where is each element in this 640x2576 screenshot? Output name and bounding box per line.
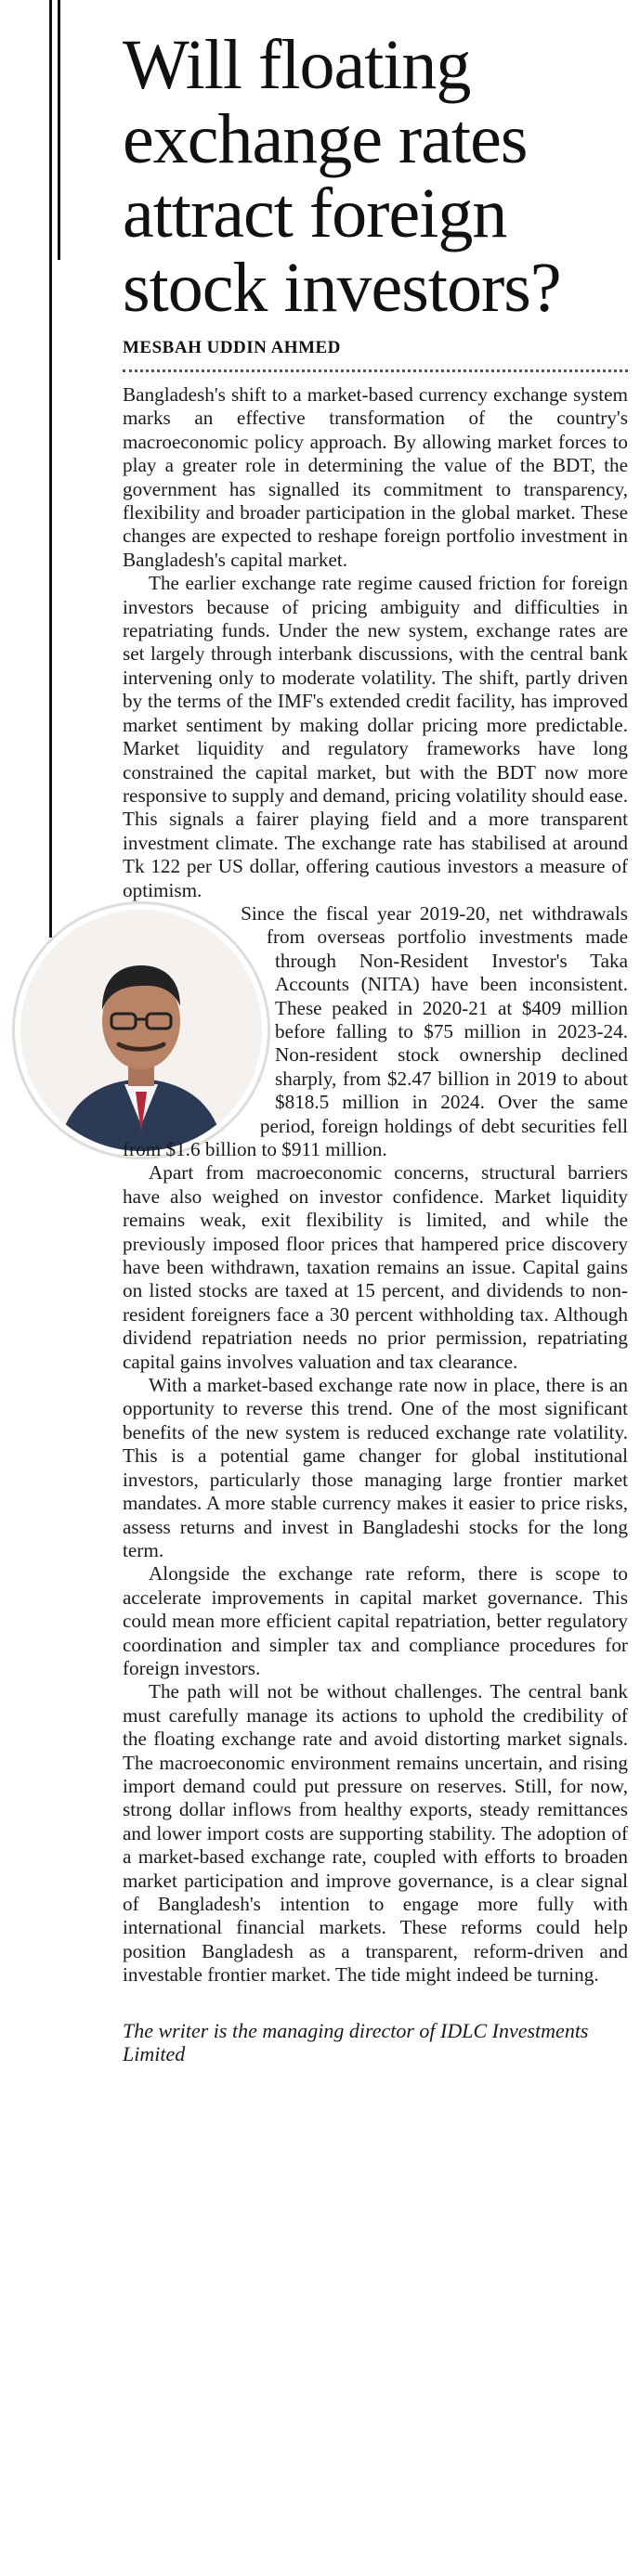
author-portrait-icon: [20, 910, 262, 1151]
paragraph: Since the fiscal year 2019-20, net withdrawals from overseas portfolio investments made through Non-Resident Investor's Taka Accounts (NITA) have been inconsistent. These peaked in 2020-21 at $409 million before falling to $75 million in 2023-24. Non-resident stock ownership declined sharply, from $2.47 billion in 2019 to about $818.5 million in 2024. Over the same period, foreign holdings of debt securities fell from $1.6 billion to $911 million.: [123, 901, 628, 1160]
headline: Will floating exchange rates attract foreign stock investors?: [123, 26, 561, 327]
article-column: [123, 28, 628, 2065]
paragraph: Apart from macroeconomic concerns, structural barriers have also weighed on investor confidence. Market liquidity remains weak, exit flexibility is limited, and while the previously imposed floor prices that hampered price discovery have been withdrawn, taxation remains an issue. Capital gains on listed stocks are taxed at 15 percent, and dividends to non-resident foreigners face a 30 percent withholding tax. Although dividend repatriation needs no prior permission, repatriating capital gains involves valuation and tax clearance.: [123, 1161, 628, 1373]
paragraph: Alongside the exchange rate reform, there is scope to accelerate improvements in capital market governance. This could mean more efficient capital repatriation, better regulatory coordination and simpler tax and compliance procedures for foreign investors.: [123, 1562, 628, 1679]
paragraph: The earlier exchange rate regime caused friction for foreign investors because of pricing ambiguity and difficulties in repatriating funds. Under the new system, exchange rates are set largely through interbank discussions, with the central bank intervening only to moderate volatility. The shift, partly driven by the terms of the IMF's extended credit facility, has improved market sentiment by making dollar pricing more predictable. Market liquidity and regulatory frameworks have long constrained the capital market, but with the BDT now more responsive to supply and demand, pricing volatility should ease. This signals a fairer playing field and a more transparent investment climate. The exchange rate has stabilised at around Tk 122 per US dollar, offering cautious investors a measure of optimism.: [123, 572, 628, 901]
article-body: [123, 383, 628, 1987]
column-rule-long: [49, 0, 52, 938]
paragraph: Bangladesh's shift to a market-based currency exchange system marks an effective transformation of the country's macroeconomic policy approach. By allowing market forces to play a greater role in determining the value of the BDT, the government has signalled its commitment to transparency, flexibility and broader participation in the global market. These changes are expected to reshape foreign portfolio investment in Bangladesh's capital market.: [123, 383, 628, 571]
paragraph: With a market-based exchange rate now in place, there is an opportunity to reverse this trend. One of the most significant benefits of the new system is reduced exchange rate volatility. This is a potential game changer for global institutional investors, particularly those managing large frontier market mandates. A more stable currency makes it easier to price risks, assess returns and invest in Bangladeshi stocks for the long term.: [123, 1374, 628, 1561]
byline: MESBAH UDDIN AHMED: [123, 338, 341, 357]
column-rules: [49, 0, 64, 2576]
author-note: The writer is the managing director of IDLC Investments Limited: [123, 2018, 589, 2065]
paragraph: The path will not be without challenges. The central bank must carefully manage its actions to uphold the credibility of the floating exchange rate and avoid distorting market signals. The macroeconomic environment remains uncertain, and rising import demand could put pressure on reserves. Still, for now, strong dollar inflows from healthy exports, steady remittances and lower import costs are supporting stability. The adoption of a market-based exchange rate, coupled with efforts to broaden market participation and improve governance, is a clear signal of Bangladesh's intention to engage more fully with international financial markets. These reforms could help position Bangladesh as a transparent, reform-driven and investable frontier market. The tide might indeed be turning.: [123, 1680, 628, 1987]
dotted-divider: [123, 369, 628, 372]
column-rule-short: [58, 0, 60, 260]
